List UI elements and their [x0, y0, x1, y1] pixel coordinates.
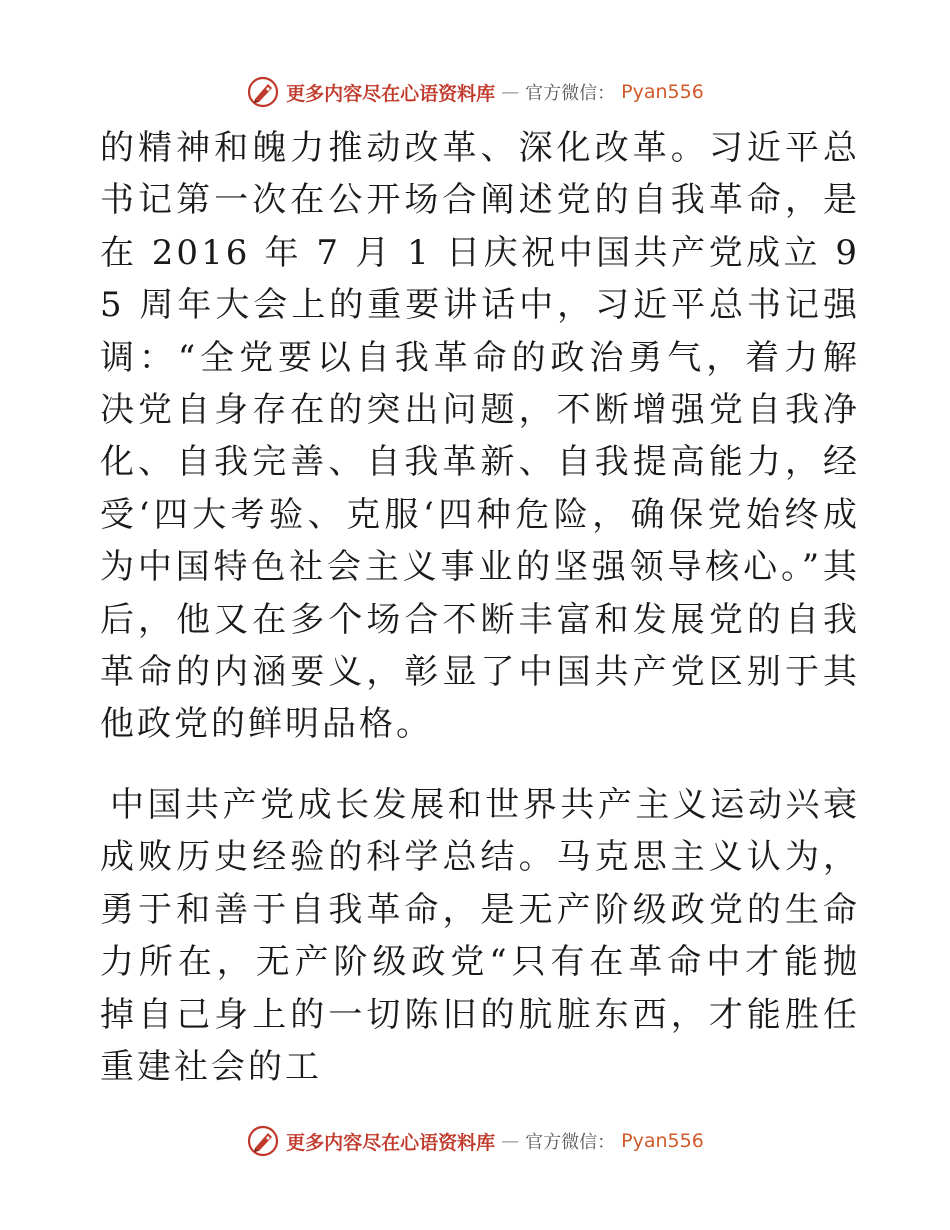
pen-nib-logo-icon	[246, 1124, 280, 1158]
watermark-separator: —	[501, 1130, 520, 1152]
paragraph: 的精神和魄力推动改革、深化改革。习近平总书记第一次在公开场合阐述党的自我革命，是在 2016 年 7 月 1 日庆祝中国共产党成立 95 周年大会上的重要讲话中，习近平总书记强调：“全党要以自我革命的政治勇气，着力解决党自身存在的突出问题，不断增强党自我净化、自我完善、自我革新、自我提高能力，经受‘四大考验、克服‘四种危险，确保党始终成为中国特色社会主义事业的坚强领导核心。”其后，他又在多个场合不断丰富和发展党的自我革命的内涵要义，彰显了中国共产党区别于其他政党的鲜明品格。	[100, 128, 860, 745]
watermark-separator: —	[501, 81, 520, 103]
footer-watermark	[0, 1121, 950, 1161]
watermark-label: 官方微信：	[525, 83, 616, 104]
pen-nib-logo-icon	[246, 75, 280, 109]
document-body	[100, 122, 860, 1093]
watermark-wechat-id: Pyan556	[621, 1130, 704, 1152]
watermark-label: 官方微信：	[525, 1132, 616, 1153]
watermark-wechat-id: Pyan556	[621, 81, 704, 103]
watermark-brand: 更多内容尽在心语资料库	[286, 82, 496, 105]
header-watermark	[0, 72, 950, 112]
paragraph: 中国共产党成长发展和世界共产主义运动兴衰成败历史经验的科学总结。马克思主义认为，勇于和善于自我革命，是无产阶级政党的生命力所在，无产阶级政党“只有在革命中才能抛掉自己身上的一切陈旧的肮脏东西，才能胜任重建社会的工	[100, 784, 860, 1087]
watermark-brand: 更多内容尽在心语资料库	[286, 1131, 496, 1154]
